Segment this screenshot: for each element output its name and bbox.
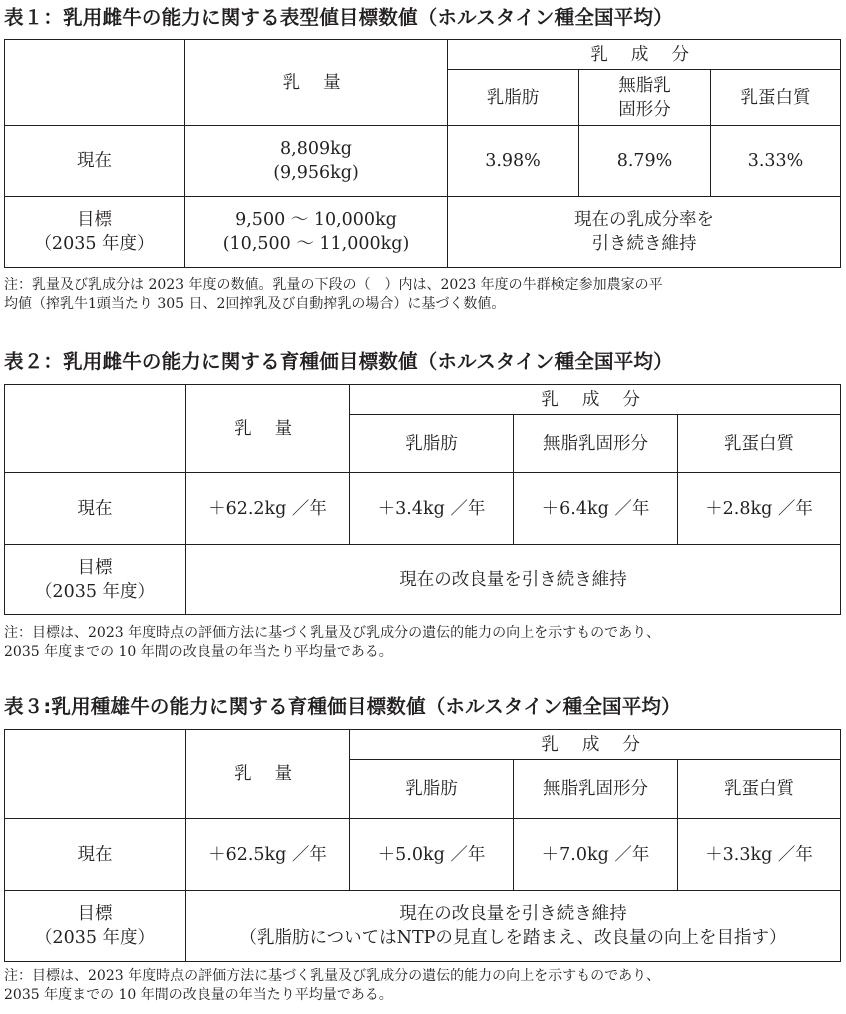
table1-corner-cell	[5, 40, 185, 126]
table3-current-label: 現在	[5, 819, 186, 891]
table3-corner-cell	[5, 730, 186, 819]
table2-target-label: 目標 （2035 年度）	[5, 545, 186, 615]
table3-header-milk-yield: 乳 量	[186, 730, 350, 819]
table2-header-milk-yield: 乳 量	[186, 385, 350, 473]
table1-title: 表１：乳用雌牛の能力に関する表型値目標数値（ホルスタイン種全国平均）	[4, 6, 673, 29]
table2-target-text: 現在の改良量を引き続き維持	[186, 545, 841, 615]
table2-current-milk: ＋62.2kg ／年	[186, 473, 350, 545]
table1-current-snf: 8.79%	[579, 126, 711, 197]
table3-title: 表３:乳用種雄牛の能力に関する育種価目標数値（ホルスタイン種全国平均）	[4, 695, 681, 718]
table3-target-text: 現在の改良量を引き続き維持 （乳脂肪についてはNTPの見直しを踏まえ、改良量の向上を目指す）	[186, 891, 841, 962]
table1-row-target	[5, 197, 841, 268]
table1-target-milk: 9,500 ～ 10,000kg (10,500 ～ 11,000kg)	[185, 197, 448, 268]
table2-current-label: 現在	[5, 473, 186, 545]
table2-current-snf: ＋6.4kg ／年	[514, 473, 678, 545]
table2-title: 表２：乳用雌牛の能力に関する育種価目標数値（ホルスタイン種全国平均）	[4, 350, 673, 373]
table3-header-snf: 無脂乳固形分	[514, 760, 678, 819]
table1-current-fat: 3.98%	[448, 126, 579, 197]
table3-current-protein: ＋3.3kg ／年	[678, 819, 841, 891]
table1-current-label: 現在	[5, 126, 185, 197]
table2-note: 注：目標は、2023 年度時点の評価方法に基づく乳量及び乳成分の遺伝的能力の向上を示すものであり、 2035 年度までの 10 年間の改良量の年当たり平均量である。	[4, 625, 661, 660]
table2-header-fat: 乳脂肪	[350, 415, 514, 473]
table3-current-milk: ＋62.5kg ／年	[186, 819, 350, 891]
table3-header-fat: 乳脂肪	[350, 760, 514, 819]
table2-current-fat: ＋3.4kg ／年	[350, 473, 514, 545]
table2	[4, 384, 841, 615]
table2-header-components: 乳 成 分	[350, 385, 841, 415]
table1-row-current	[5, 126, 841, 197]
table1-header-snf: 無脂乳 固形分	[579, 70, 711, 126]
table1-header-protein: 乳蛋白質	[711, 70, 841, 126]
table3-note: 注：目標は、2023 年度時点の評価方法に基づく乳量及び乳成分の遺伝的能力の向上を示すものであり、 2035 年度までの 10 年間の改良量の年当たり平均量である。	[4, 968, 661, 1003]
table3-row-target	[5, 891, 841, 962]
table1-header-components: 乳 成 分	[448, 40, 841, 70]
table3-target-label: 目標 （2035 年度）	[5, 891, 186, 962]
table2-header-protein: 乳蛋白質	[678, 415, 841, 473]
table2-corner-cell	[5, 385, 186, 473]
table1-current-protein: 3.33%	[711, 126, 841, 197]
table3-header-components: 乳 成 分	[350, 730, 841, 760]
table2-current-protein: ＋2.8kg ／年	[678, 473, 841, 545]
table2-header-snf: 無脂乳固形分	[514, 415, 678, 473]
table1	[4, 39, 841, 268]
table1-current-milk: 8,809kg (9,956kg)	[185, 126, 448, 197]
table2-row-current	[5, 473, 841, 545]
table3	[4, 729, 841, 962]
table3-header-protein: 乳蛋白質	[678, 760, 841, 819]
table1-note: 注：乳量及び乳成分は 2023 年度の数値。乳量の下段の（ ）内は、2023 年度の牛群検定参加農家の平 均値（搾乳牛1頭当たり 305 日、2回搾乳及び自動搾乳の場合）に基づく数値。	[4, 277, 663, 312]
table1-header-fat: 乳脂肪	[448, 70, 579, 126]
table2-row-target	[5, 545, 841, 615]
table3-current-snf: ＋7.0kg ／年	[514, 819, 678, 891]
table1-header-milk-yield: 乳 量	[185, 40, 448, 126]
table1-target-components: 現在の乳成分率を 引き続き維持	[448, 197, 841, 268]
table3-current-fat: ＋5.0kg ／年	[350, 819, 514, 891]
table3-row-current	[5, 819, 841, 891]
table1-target-label: 目標 （2035 年度）	[5, 197, 185, 268]
